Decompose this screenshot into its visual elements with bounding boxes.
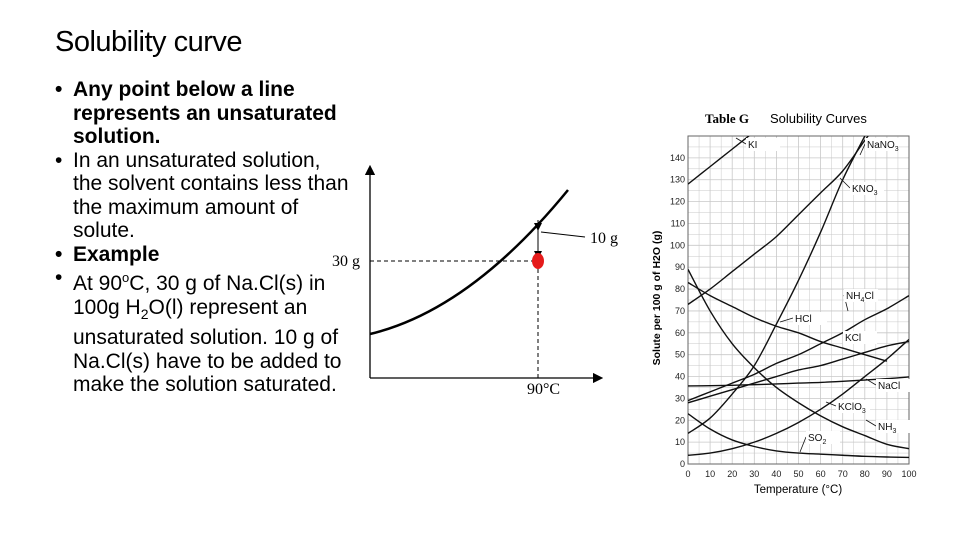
series-label-nh3: $NH_3$ xyxy=(878,422,897,435)
chart-y-label: Solute per 100 g of H2O (g) xyxy=(651,230,663,366)
water-subscript: 2 xyxy=(140,305,149,322)
bullet-4-part-1: At 90 xyxy=(73,272,123,295)
x-tick-label: 100 xyxy=(901,469,917,479)
bullet-4-part-3: O(l) represent an unsaturated solution. 10 g of Na.Cl(s) have to be added to make the solution saturated. xyxy=(73,295,342,396)
series-label-kno3: $KNO_3$ xyxy=(852,184,878,197)
sketch-10g-label: 10 g xyxy=(590,230,618,247)
y-tick-label: 100 xyxy=(669,240,685,251)
sketch-90c-label: 90°C xyxy=(527,381,561,398)
y-tick-label: 110 xyxy=(670,218,685,229)
y-tick-label: 120 xyxy=(669,196,685,207)
chart-table-label: Table G xyxy=(705,111,749,126)
slide-title: Solubility curve xyxy=(55,26,243,58)
label-leader xyxy=(866,420,876,426)
chart-title: Solubility Curves xyxy=(770,111,867,126)
y-tick-label: 20 xyxy=(674,415,685,426)
series-label-nano3: NaNO$_3$ xyxy=(867,140,899,153)
x-tick-label: 70 xyxy=(837,469,848,479)
chart-x-label: Temperature (°C) xyxy=(753,484,843,496)
series-label-hcl: HCl xyxy=(795,314,812,325)
series-label-nh4cl: $NH_4Cl$ xyxy=(846,291,874,304)
series-label-kcl: KCl xyxy=(845,333,862,344)
x-tick-label: 0 xyxy=(685,469,691,479)
bullet-3: • Example xyxy=(55,243,355,267)
y-tick-label: 130 xyxy=(669,174,685,185)
x-tick-label: 90 xyxy=(881,469,892,479)
series-label-kclo3: KClO$_3$ xyxy=(838,402,866,415)
bullet-1: • Any point below a line represents an unsaturated solution. xyxy=(55,78,355,149)
y-tick-label: 80 xyxy=(674,284,685,295)
y-tick-label: 10 xyxy=(674,437,685,448)
label-leader xyxy=(780,318,793,322)
bullet-2: • In an unsaturated solution, the solvent contains less than the maximum amount of solute. xyxy=(55,149,355,243)
x-tick-label: 30 xyxy=(749,469,760,479)
bullet-4-part-2: C, 30 g of Na.Cl(s) in 100g H xyxy=(73,272,326,319)
y-tick-label: 90 xyxy=(674,262,685,273)
x-tick-label: 50 xyxy=(793,469,804,479)
series-label-so2: $SO_2$ xyxy=(808,433,827,446)
y-tick-label: 140 xyxy=(669,152,685,163)
y-tick-label: 40 xyxy=(674,371,685,382)
x-tick-label: 20 xyxy=(727,469,738,479)
series-label-nacl: NaCl xyxy=(878,381,901,392)
y-tick-label: 60 xyxy=(674,327,685,338)
y-tick-label: 50 xyxy=(674,349,685,360)
y-tick-label: 70 xyxy=(674,305,685,316)
series-label-ki: KI xyxy=(748,140,758,151)
x-tick-label: 10 xyxy=(705,469,716,479)
x-tick-label: 80 xyxy=(859,469,870,479)
sketch-30g-label: 30 g xyxy=(332,253,360,270)
chart-series-labels xyxy=(736,138,910,452)
x-tick-label: 40 xyxy=(771,469,782,479)
degree-superscript: o xyxy=(122,270,130,285)
x-tick-label: 60 xyxy=(815,469,826,479)
y-tick-label: 30 xyxy=(674,393,685,404)
label-leader xyxy=(800,437,806,452)
y-tick-label: 0 xyxy=(679,459,685,469)
